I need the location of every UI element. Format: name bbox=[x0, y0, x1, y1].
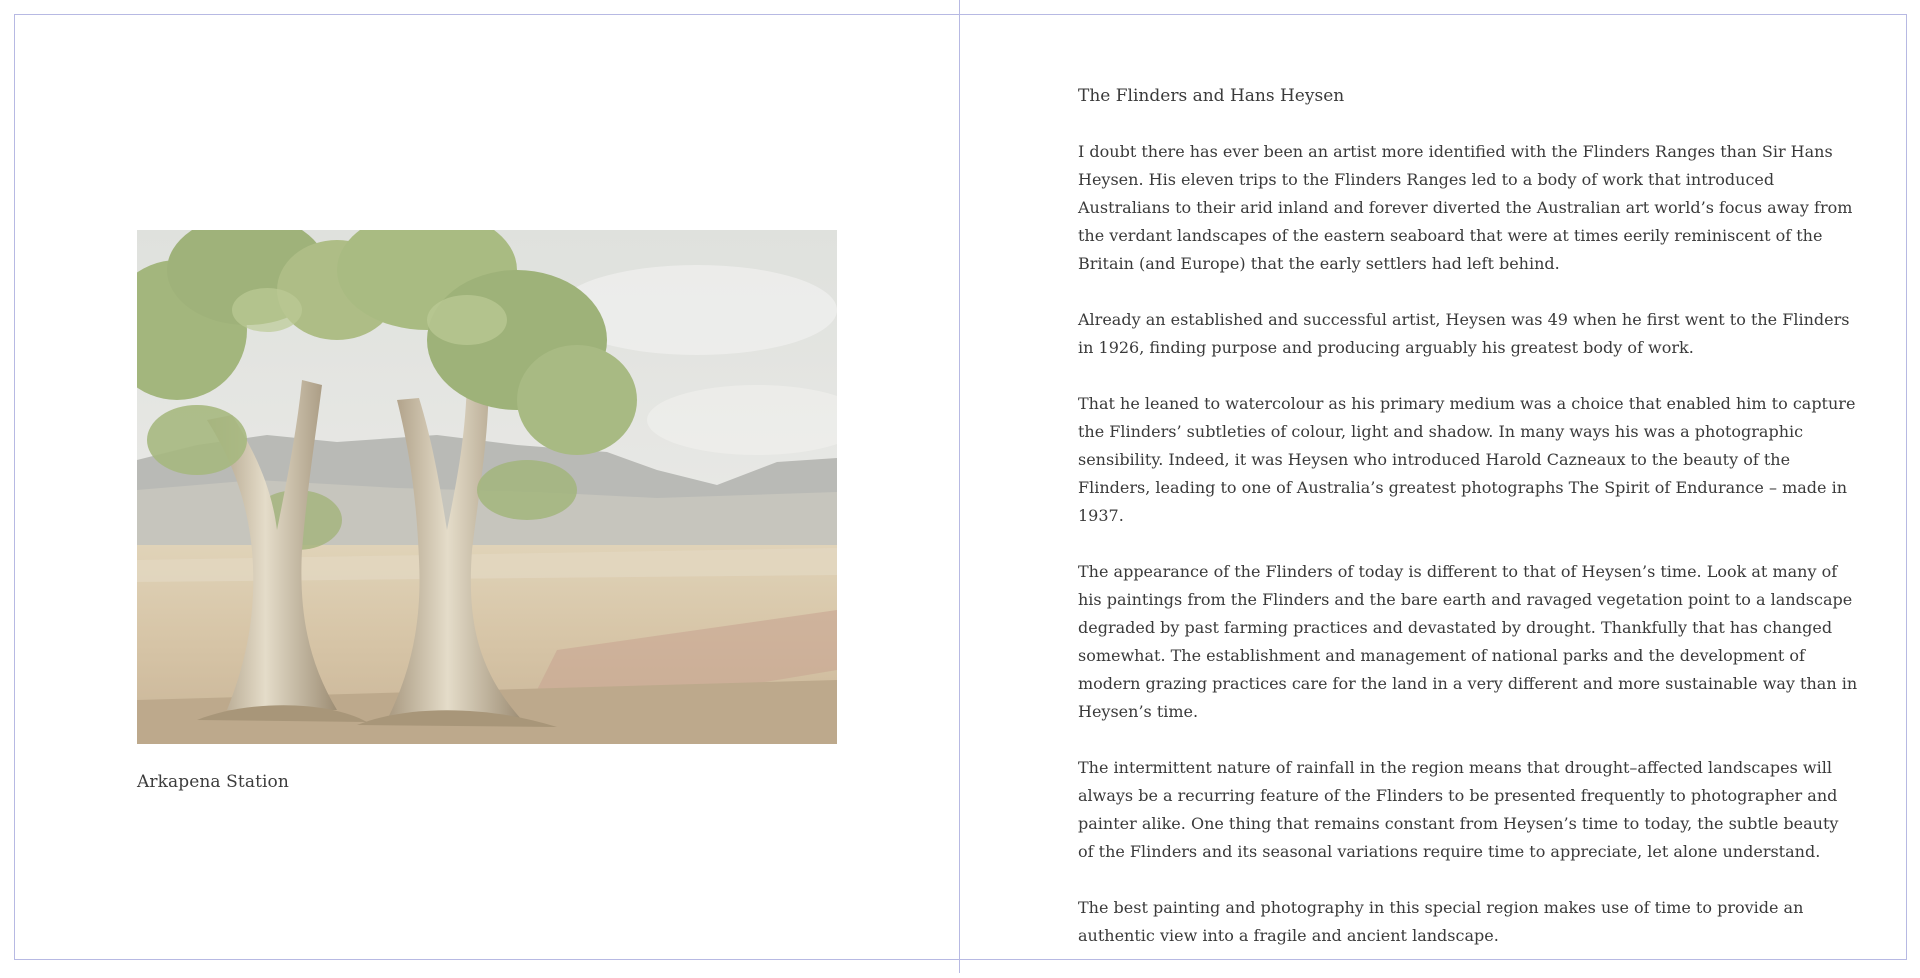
paragraph: The best painting and photography in this special region makes use of time to provide an authentic view into a fragile and ancient landscape. bbox=[1078, 898, 1804, 945]
paragraph: The appearance of the Flinders of today is different to that of Heysen’s time. Look at many of his paintings from the Flinders and the bare earth and ravaged vegetation point to a landscape degraded by past farming practices and devastated by drought. Thankfully that has changed somewhat. The establishment and management of national parks and the development of modern grazing practices care for the land in a very different and more sustainable way than in Heysen’s time. bbox=[1078, 562, 1858, 721]
page-gutter bbox=[959, 0, 960, 973]
paragraph: That he leaned to watercolour as his primary medium was a choice that enabled him to capture the Flinders’ subtleties of colour, light and shadow. In many ways his was a photographic sensibility. Indeed, it was Heysen who introduced Harold Cazneaux to the beauty of the Flinders, leading to one of Australia’s greatest photographs The Spirit of Endurance – made in 1937. bbox=[1078, 394, 1856, 525]
paragraph: Already an established and successful artist, Heysen was 49 when he first went to the Flinders in 1926, finding purpose and producing arguably his greatest body of work. bbox=[1078, 310, 1850, 357]
paragraph: The intermittent nature of rainfall in the region means that drought–affected landscapes will always be a recurring feature of the Flinders to be presented frequently to photographer and painter alike. One thing that remains constant from Heysen’s time to today, the subtle beauty of the Flinders and its seasonal variations require time to appreciate, let alone understand. bbox=[1078, 758, 1839, 861]
paragraph: I doubt there has ever been an artist more identified with the Flinders Ranges than Sir Hans Heysen. His eleven trips to the Flinders Ranges led to a body of work that introduced Australians to their arid inland and forever diverted the Australian art world’s focus away from the verdant landscapes of the eastern seaboard that were at times eerily reminiscent of the Britain (and Europe) that the early settlers had left behind. bbox=[1078, 142, 1853, 273]
photo-caption: Arkapena Station bbox=[137, 772, 289, 792]
essay-title: The Flinders and Hans Heysen bbox=[1078, 86, 1345, 106]
landscape-photo bbox=[137, 230, 837, 744]
essay-text bbox=[1078, 82, 1858, 978]
